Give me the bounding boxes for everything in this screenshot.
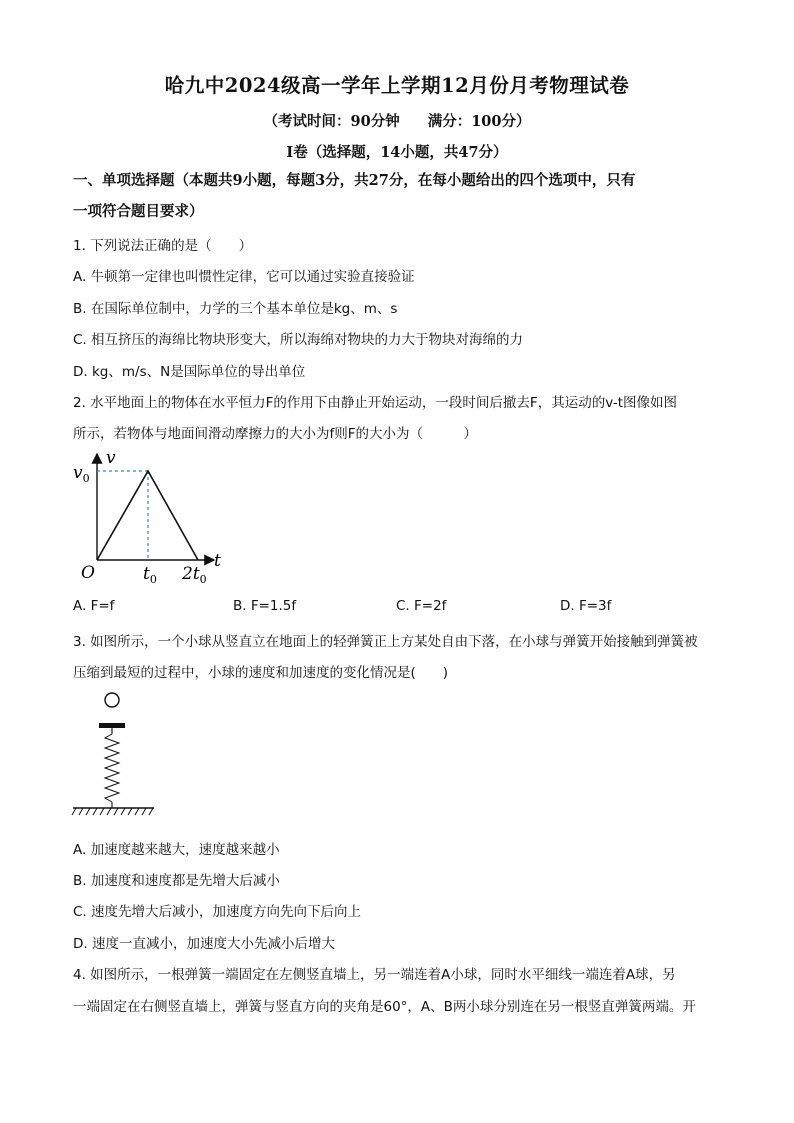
q3-stem-line2: 压缩到最短的过程中，小球的速度和加速度的变化情况是( )	[73, 665, 449, 681]
q2-option-d: D. F=3f	[560, 598, 612, 614]
q4-stem-line1: 4. 如图所示，一根弹簧一端固定在左侧竖直墙上，另一端连着A小球，同时水平细线一端连着A球，另	[73, 967, 676, 983]
v-axis-label: v	[106, 448, 116, 468]
q2-vt-graph	[70, 448, 230, 588]
q1-option-d: D. kg、m/s、N是国际单位的导出单位	[73, 364, 306, 380]
exam-title: 哈九中2024级高一学年上学期12月份月考物理试卷	[164, 74, 630, 97]
volume-heading: I卷（选择题，14小题，共47分）	[286, 144, 508, 161]
t-axis-label: t	[214, 551, 221, 571]
q3-option-b: B. 加速度和速度都是先增大后减小	[73, 873, 280, 889]
q2-option-a: A. F=f	[73, 598, 115, 614]
section-heading	[73, 165, 733, 227]
spring-coil	[105, 734, 119, 802]
exam-time: （考试时间：90分钟	[263, 113, 400, 130]
section-heading-line1: 一、单项选择题（本题共9小题，每题3分，共27分，在每小题给出的四个选项中，只有	[73, 172, 636, 189]
2t0-label: $2t_0$	[182, 564, 207, 586]
q1-option-c: C. 相互挤压的海绵比物块形变大，所以海绵对物块的力大于物块对海绵的力	[73, 332, 524, 348]
ball	[105, 693, 119, 707]
origin-label: O	[81, 563, 95, 583]
q2-stem-line1: 2. 水平地面上的物体在水平恒力F的作用下由静止开始运动，一段时间后撤去F，其运动的v-t图像如图	[73, 395, 677, 411]
q3-stem-line1: 3. 如图所示，一个小球从竖直立在地面上的轻弹簧正上方某处自由下落，在小球与弹簧开始接触到弹簧被	[73, 634, 698, 650]
section-heading-line2: 一项符合题目要求）	[73, 203, 204, 220]
q4-stem-line2: 一端固定在右侧竖直墙上，弹簧与竖直方向的夹角是60°，A、B两小球分别连在另一根竖直弹簧两端。开	[73, 999, 696, 1015]
exam-score: 满分：100分）	[427, 113, 531, 130]
ground-hatch	[72, 808, 153, 815]
q1-option-b: B. 在国际单位制中，力学的三个基本单位是kg、m、s	[73, 301, 398, 317]
q3-option-a: A. 加速度越来越大，速度越来越小	[73, 842, 280, 858]
v0-label: $v_0$	[73, 463, 90, 485]
q2-stem-line2: 所示，若物体与地面间滑动摩擦力的大小为f则F的大小为（ ）	[73, 426, 478, 442]
t0-label: $t_0$	[143, 564, 157, 586]
q2-option-b: B. F=1.5f	[233, 598, 297, 614]
spring-plate	[99, 723, 125, 728]
q3-spring-diagram	[70, 688, 160, 823]
q2-option-c: C. F=2f	[396, 598, 447, 614]
q3-option-d: D. 速度一直减小，加速度大小先减小后增大	[73, 936, 335, 952]
exam-info	[0, 110, 794, 131]
q1-option-a: A. 牛顿第一定律也叫惯性定律，它可以通过实验直接验证	[73, 269, 415, 285]
q1-stem: 1. 下列说法正确的是（ ）	[73, 238, 253, 254]
q3-option-c: C. 速度先增大后减小，加速度方向先向下后向上	[73, 904, 362, 920]
